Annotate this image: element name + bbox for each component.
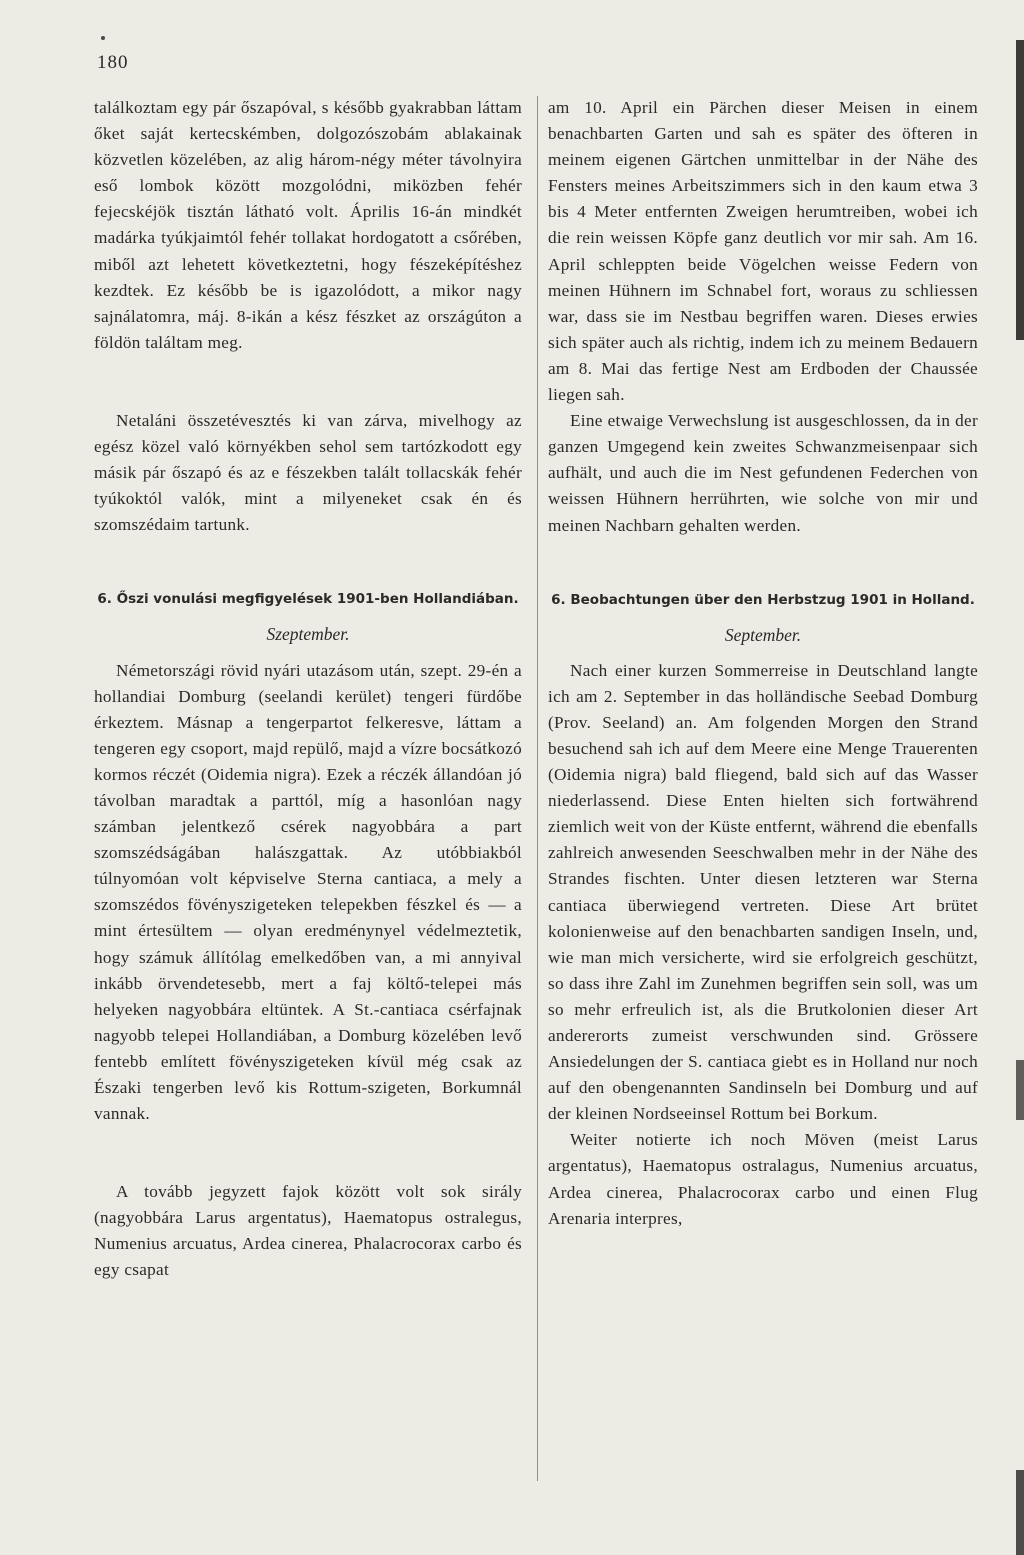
paragraph: am 10. April ein Pärchen dieser Meisen in einem benachbarten Garten und sah es später des öfteren in meinem eigenen Gärtchen unmittelbar in der Nähe des Fensters meines Arbeitszimmers sich in den kaum etwa 3 bis 4 Meter entfernten Zweigen herumtreiben, wobei ich die rein weissen Köpfe ganz deutlich vor mir sah. Am 16. April schleppten beide Vögelchen weisse Federn von meinen Hühnern im Schnabel fort, woraus zu schliessen war, dass sie im Nestbau begriffen waren. Dieses erwies sich später auch als richtig, indem ich zu meinem Bedauern am 8. Mai das fertige Nest am Erdboden der Chaussée liegen sah. (548, 98, 978, 405)
paragraph: Netaláni összetévesztés ki van zárva, mivelhogy az egész közel való környékben sehol sem tartózkodott egy másik pár őszapó és az e fészekben talált tollacskák fehér tyúkoktól valók, mint a milyeneket csak én és szomszédaim tartunk. (94, 410, 522, 535)
month-heading: Szeptember. (266, 624, 350, 645)
month-heading: September. (724, 624, 802, 645)
paragraph: Németországi rövid nyári utazásom után, szept. 29-én a hollandiai Domburg (seelandi kerület) tengeri fürdőbe érkeztem. Másnap a tengerpartot felkeresve, láttam a tengeren egy csoport, majd repülő, majd a vízre bocsátkozó kormos réczét (Oidemia nigra). Ezek a réczék állandóan jó távolban maradtak a parttól, míg a hasonlóan nagy számban jelentkező csérek nagyobbára a part szomszédságában halászgattak. Az utóbbiakból túlnyomóan volt képviselve Sterna cantiaca, a mely a szomszédos fövényszigeteken telepekben fészkel és — a mint értesültem — olyan eredménynyel védelmeztetik, hogy számuk állítólag emelkedőben van, a mi annyival inkább örvendetesebb, mert a faj költő-telepei más helyeken nagyobbára eltüntek. A St.-cantiaca csérfajnak nagyobb telepei Hollandiában, a Domburg közelében levő fentebb említett fövényszigeteken kívül még csak az Északi tengerben levő kis Rottum-szigeten, Borkumnál vannak. (94, 660, 522, 1124)
hungarian-column (94, 95, 522, 1284)
page-number: 180 (97, 52, 129, 73)
column-divider (537, 96, 538, 1481)
paragraph: Weiter notierte ich noch Möven (meist Larus argentatus), Haematopus ostralagus, Numenius arcuatus, Ardea cinerea, Phalacrocorax carbo und einen Flug Arenaria interpres, (548, 1130, 978, 1228)
german-column (548, 95, 978, 1232)
paragraph: A tovább jegyzett fajok között volt sok sirály (nagyobbára Larus argentatus), Haematopus ostralegus, Numenius arcuatus, Ardea cinerea, Phalacrocorax carbo és egy csapat (94, 1182, 522, 1280)
paragraph: Nach einer kurzen Sommerreise in Deutschland langte ich am 2. September in das holländische Seebad Domburg (Prov. Seeland) an. Am folgenden Morgen den Strand besuchend sah ich auf dem Meere eine Menge Trauerenten (Oidemia nigra) bald fliegend, bald sich auf das Wasser niederlassend. Diese Enten hielten sich fortwährend ziemlich weit von der Küste entfernt, während die ebenfalls zahlreich anwesenden Seeschwalben mehr in der Nähe des Strandes fischten. Unter diesen letzteren war Sterna cantiaca überwiegend vertreten. Diese Art brütet kolonienweise auf den benachbarten sandigen Inseln, und, wie man mich versicherte, wird sie erfolgreich geschützt, so dass ihre Zahl im Zunehmen begriffen sein soll, was um so mehr erfreulich ist, als die Brutkolonien dieser Art andererorts zumeist verschwunden sind. Grössere Ansiedelungen der S. cantiaca giebt es in Holland nur noch auf den obengenannten Sandinseln bei Domburg und auf der kleinen Nordseeinsel Rottum bei Borkum. (548, 660, 978, 1124)
section-title: 6. Őszi vonulási megfigyelések 1901-ben Hollandiában. (97, 591, 519, 608)
paragraph: Eine etwaige Verwechslung ist ausgeschlossen, da in der ganzen Umgegend kein zweites Schwanzmeisenpaar sich aufhält, und auch die im Nest gefundenen Federchen von weissen Hühnern herrührten, wie solche von mir und meinen Nachbarn gehalten werden. (548, 411, 978, 535)
scan-edge-shadow (1016, 40, 1024, 340)
scan-edge-shadow (1016, 1470, 1024, 1555)
scan-edge-shadow (1016, 1060, 1024, 1120)
ink-speck (101, 36, 105, 40)
section-title: 6. Beobachtungen über den Herbstzug 1901 in Holland. (551, 591, 975, 608)
paragraph: találkoztam egy pár őszapóval, s később gyakrabban láttam őket saját kertecskémben, dolgozószobám ablakainak közvetlen közelében, az alig három-négy méter távolnyira eső lombok között mozgolódni, miközben fehér fejecskéjök tisztán látható volt. Április 16-án mindkét madárka tyúkjaimtól fehér tollakat hordogatott a csőrében, miből azt lehetett következtetni, hogy fészeképítéshez kezdtek. Ez később be is igazolódott, a mikor nagy sajnálatomra, máj. 8-ikán a kész fészket az országúton a földön találtam meg. (94, 98, 522, 352)
